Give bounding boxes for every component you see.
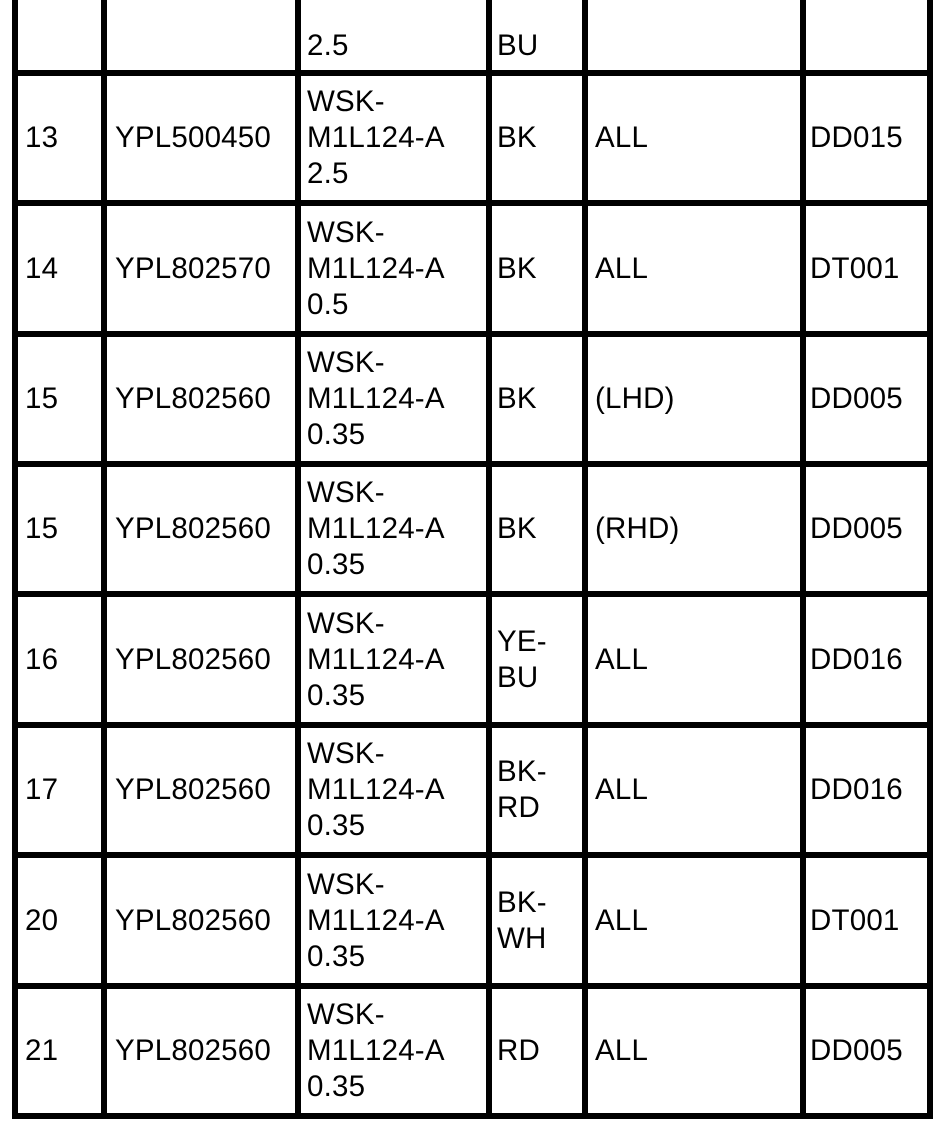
- num-cell: [25, 76, 101, 200]
- column-rule: [12, 0, 18, 1118]
- destination-cell-text: DD015: [810, 121, 903, 154]
- wire-spec-cell-line: M1L124-A: [307, 382, 445, 415]
- variant-cell-text: (RHD): [595, 512, 680, 545]
- num-cell-text: 17: [25, 773, 59, 806]
- wire-spec-cell-line: M1L124-A: [307, 773, 445, 806]
- destination-cell: [810, 76, 927, 200]
- variant-cell: [595, 206, 800, 331]
- wire-spec-cell-line: M1L124-A: [307, 642, 445, 676]
- column-rule: [927, 0, 933, 1118]
- wire-spec-cell: [307, 597, 486, 722]
- destination-cell: [810, 337, 927, 461]
- color-cell-line: RD: [497, 1034, 541, 1067]
- column-rule: [486, 0, 492, 1118]
- destination-cell: [810, 728, 927, 852]
- color-cell-line: BK: [497, 121, 537, 154]
- variant-cell: [595, 467, 800, 591]
- variant-cell-text: ALL: [595, 121, 649, 154]
- column-rule: [582, 0, 588, 1118]
- color-cell-line: BK: [497, 382, 537, 415]
- variant-cell: [595, 597, 800, 722]
- wire-spec-cell-line: M1L124-A: [307, 1034, 445, 1067]
- variant-cell-text: ALL: [595, 773, 649, 806]
- variant-cell-text: (LHD): [595, 382, 675, 415]
- color-cell-line: BK-: [497, 885, 547, 919]
- wire-spec-cell: [307, 989, 486, 1113]
- part-number-cell: [115, 858, 295, 983]
- wire-spec-cell-line: 0.35: [307, 939, 366, 973]
- destination-cell-text: DD005: [810, 512, 903, 545]
- wire-spec-cell-line: 0.35: [307, 678, 366, 712]
- num-cell-text: 15: [25, 382, 59, 415]
- wire-spec-cell-line: WSK-: [307, 737, 385, 770]
- wire-spec-cell-line: 0.35: [307, 548, 366, 581]
- part-number-cell-text: YPL500450: [115, 121, 271, 154]
- destination-cell: [810, 26, 927, 66]
- destination-cell-text: DD005: [810, 382, 903, 415]
- part-number-cell: [115, 597, 295, 722]
- color-cell: [497, 337, 582, 461]
- wire-spec-cell-line: 0.35: [307, 418, 366, 451]
- wire-spec-cell: [307, 337, 486, 461]
- part-number-cell: [115, 76, 295, 200]
- part-number-cell: [115, 467, 295, 591]
- color-cell: [497, 26, 582, 66]
- wire-spec-cell-line: WSK-: [307, 476, 385, 509]
- wire-spec-cell-line: WSK-: [307, 215, 385, 249]
- wire-spec-cell-line: M1L124-A: [307, 903, 445, 937]
- destination-cell: [810, 989, 927, 1113]
- wire-spec-cell: [307, 467, 486, 591]
- part-number-cell-text: YPL802560: [115, 512, 271, 545]
- wire-spec-cell-line: M1L124-A: [307, 121, 445, 154]
- color-cell-line: BU: [497, 660, 539, 694]
- wire-spec-cell-line: WSK-: [307, 867, 385, 901]
- variant-cell: [595, 858, 800, 983]
- num-cell-text: 13: [25, 121, 59, 154]
- color-cell-line: RD: [497, 791, 541, 824]
- wire-spec-cell: [307, 728, 486, 852]
- wire-spec-cell-line: WSK-: [307, 346, 385, 379]
- variant-cell-text: ALL: [595, 251, 649, 285]
- variant-cell: [595, 26, 800, 66]
- color-cell: [497, 989, 582, 1113]
- variant-cell-text: ALL: [595, 642, 649, 676]
- destination-cell: [810, 467, 927, 591]
- num-cell: [25, 597, 101, 722]
- num-cell-text: 16: [25, 642, 59, 676]
- part-number-cell-text: YPL802560: [115, 1034, 271, 1067]
- destination-cell: [810, 858, 927, 983]
- num-cell-text: 20: [25, 903, 59, 937]
- part-number-cell-text: YPL802560: [115, 773, 271, 806]
- destination-cell-text: DD016: [810, 642, 903, 676]
- wire-spec-cell-line: M1L124-A: [307, 512, 445, 545]
- color-cell-line: YE-: [497, 624, 547, 658]
- color-cell-line: WH: [497, 921, 547, 955]
- part-number-cell: [115, 989, 295, 1113]
- wire-spec-cell: [307, 858, 486, 983]
- variant-cell: [595, 728, 800, 852]
- color-cell-line: BK: [497, 251, 537, 285]
- num-cell-text: 14: [25, 251, 59, 285]
- variant-cell: [595, 989, 800, 1113]
- part-number-cell-text: YPL802560: [115, 382, 271, 415]
- wire-spec-cell: [307, 206, 486, 331]
- destination-cell-text: DD005: [810, 1034, 903, 1067]
- part-number-cell: [115, 337, 295, 461]
- wire-spec-cell-line: WSK-: [307, 998, 385, 1031]
- color-cell-line: BU: [497, 29, 539, 62]
- part-number-cell: [115, 728, 295, 852]
- num-cell: [25, 989, 101, 1113]
- color-cell: [497, 206, 582, 331]
- wire-spec-cell-line: 2.5: [307, 29, 349, 62]
- wire-spec-cell-line: 0.35: [307, 1070, 366, 1103]
- part-number-cell-text: YPL802560: [115, 642, 271, 676]
- row-rule: [12, 1113, 933, 1119]
- wire-spec-cell: [307, 26, 486, 66]
- num-cell: [25, 467, 101, 591]
- num-cell: [25, 26, 101, 66]
- variant-cell-text: ALL: [595, 903, 649, 937]
- destination-cell-text: DT001: [810, 903, 900, 937]
- variant-cell: [595, 76, 800, 200]
- color-cell: [497, 467, 582, 591]
- wire-spec-cell: [307, 76, 486, 200]
- destination-cell: [810, 597, 927, 722]
- destination-cell: [810, 206, 927, 331]
- color-cell: [497, 76, 582, 200]
- column-rule: [101, 0, 107, 1118]
- part-number-cell-text: YPL802570: [115, 251, 271, 285]
- part-number-cell-text: YPL802560: [115, 903, 271, 937]
- destination-cell-text: DD016: [810, 773, 903, 806]
- wire-spec-cell-line: 0.5: [307, 287, 349, 321]
- part-number-cell: [115, 26, 295, 66]
- num-cell: [25, 728, 101, 852]
- wire-spec-cell-line: M1L124-A: [307, 251, 445, 285]
- variant-cell: [595, 337, 800, 461]
- color-cell: [497, 728, 582, 852]
- wire-spec-cell-line: WSK-: [307, 606, 385, 640]
- variant-cell-text: ALL: [595, 1034, 649, 1067]
- color-cell-line: BK-: [497, 755, 547, 788]
- num-cell: [25, 858, 101, 983]
- wire-spec-cell-line: WSK-: [307, 85, 385, 118]
- column-rule: [295, 0, 301, 1118]
- wire-spec-cell-line: 2.5: [307, 157, 349, 190]
- column-rule: [800, 0, 806, 1118]
- num-cell-text: 15: [25, 512, 59, 545]
- num-cell: [25, 337, 101, 461]
- color-cell: [497, 858, 582, 983]
- wire-spec-cell-line: 0.35: [307, 809, 366, 842]
- color-cell-line: BK: [497, 512, 537, 545]
- num-cell-text: 21: [25, 1034, 59, 1067]
- color-cell: [497, 597, 582, 722]
- num-cell: [25, 206, 101, 331]
- destination-cell-text: DT001: [810, 251, 900, 285]
- part-number-cell: [115, 206, 295, 331]
